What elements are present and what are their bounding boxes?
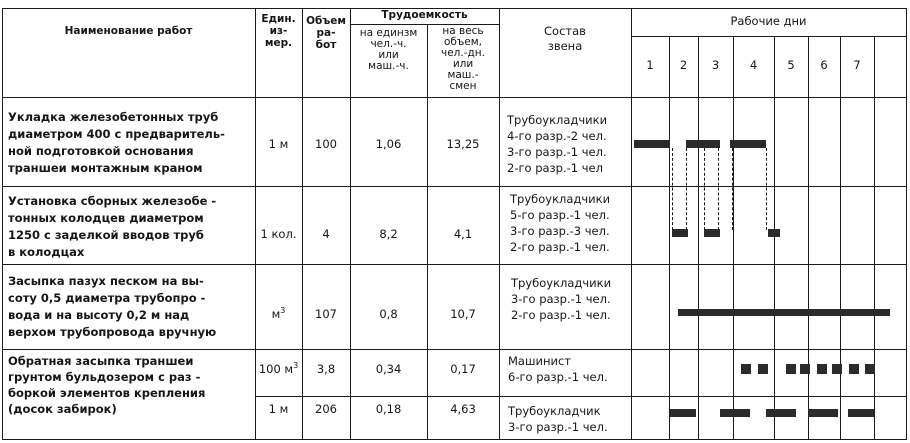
schedule-bar-row1-day1 xyxy=(634,140,670,148)
schedule-bar-row3 xyxy=(678,309,890,316)
labor-total-cell: 4,1 xyxy=(453,227,473,241)
labor-total-cell: 13,25 xyxy=(446,137,480,151)
schedule-connector xyxy=(732,148,733,230)
schedule-bar-row4 xyxy=(800,364,810,374)
unit-cell: 1 м xyxy=(268,402,289,416)
schedule-bar-row5 xyxy=(808,409,838,417)
schedule-bar-row1-day2-3 xyxy=(686,140,720,148)
unit-cell: 100 $м^3$ xyxy=(258,361,299,376)
day-2: 2 xyxy=(679,58,688,72)
header-labor: Трудоемкость xyxy=(381,9,468,21)
unit-cell: 1 кол. xyxy=(260,227,297,241)
schedule-connector xyxy=(718,148,719,230)
schedule-bar-row5 xyxy=(766,409,796,417)
unit-cell: 1 м xyxy=(268,137,289,151)
labor-unit-cell: 0,34 xyxy=(375,362,402,376)
volume-cell: 4 xyxy=(322,227,330,241)
schedule-connector xyxy=(704,148,705,230)
schedule-bar-row2 xyxy=(768,229,780,237)
day-3: 3 xyxy=(711,58,720,72)
schedule-connector xyxy=(672,148,673,230)
schedule-bar-row5 xyxy=(670,409,696,417)
day-6: 6 xyxy=(820,58,828,72)
schedule-bar-row4 xyxy=(786,364,796,374)
volume-cell: 107 xyxy=(315,307,337,321)
schedule-bar-row4 xyxy=(865,364,875,374)
header-name: Наименование работ xyxy=(64,25,193,37)
schedule-connector xyxy=(686,148,687,230)
labor-unit-cell: 0,8 xyxy=(379,307,398,321)
schedule-connector xyxy=(766,148,767,230)
schedule-bar-row2 xyxy=(704,229,720,237)
labor-total-cell: 4,63 xyxy=(450,402,476,416)
volume-cell: 100 xyxy=(315,137,337,151)
schedule-bar-row4 xyxy=(832,364,842,374)
labor-unit-cell: 8,2 xyxy=(379,227,398,241)
labor-total-cell: 0,17 xyxy=(450,362,476,376)
schedule-bar-row4 xyxy=(817,364,827,374)
day-4: 4 xyxy=(749,58,758,72)
day-1: 1 xyxy=(646,58,654,72)
schedule-bar-row4 xyxy=(741,364,751,374)
schedule-bar-row4 xyxy=(849,364,859,374)
schedule-bar-row5 xyxy=(720,409,750,417)
volume-cell: 3,8 xyxy=(316,362,336,376)
labor-unit-cell: 1,06 xyxy=(375,137,402,151)
labor-total-cell: 10,7 xyxy=(450,307,476,321)
header-days: Рабочие дни xyxy=(730,14,807,28)
labor-unit-cell: 0,18 xyxy=(375,402,402,416)
schedule-bar-row5 xyxy=(848,409,874,417)
unit-cell: $м^3$ xyxy=(271,306,286,321)
schedule-bar-row2 xyxy=(672,229,688,237)
volume-cell: 206 xyxy=(315,402,337,416)
schedule-bar-row4 xyxy=(758,364,768,374)
day-7: 7 xyxy=(853,58,861,72)
day-5: 5 xyxy=(787,58,795,72)
schedule-bar-row1-day4 xyxy=(730,140,766,148)
